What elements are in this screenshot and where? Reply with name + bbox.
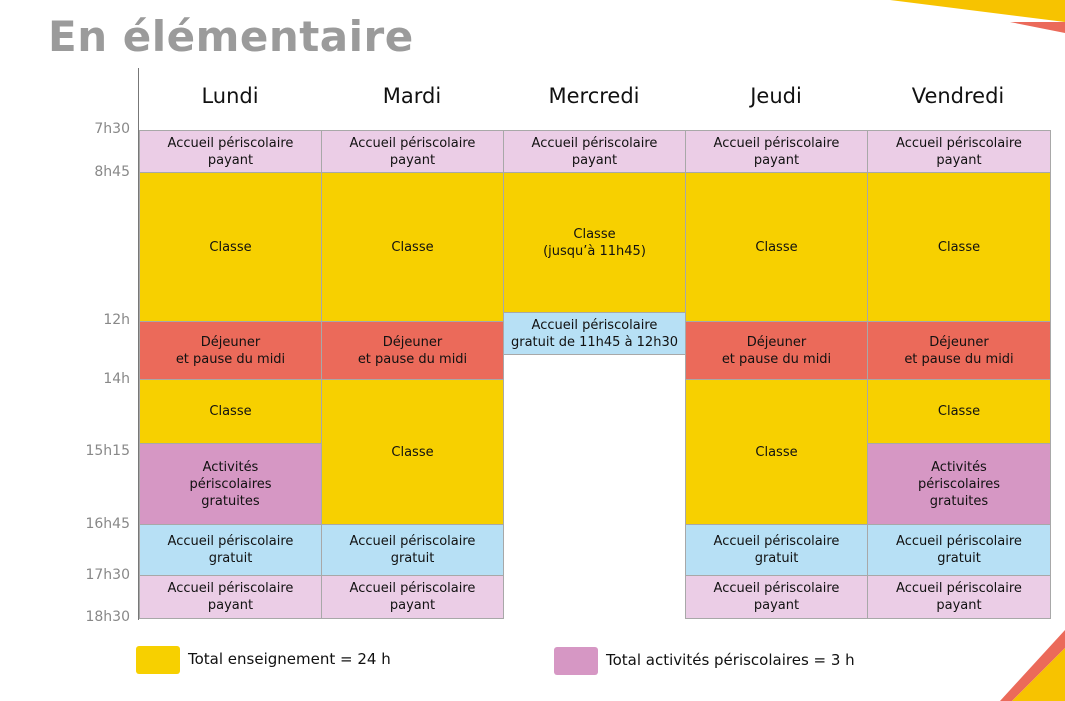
- lundi-classe-apres-midi: Classe: [139, 379, 322, 444]
- jeudi-dejeuner: Déjeuner et pause du midi: [685, 321, 868, 380]
- page-title: En élémentaire: [48, 12, 414, 61]
- jeudi-accueil-payant-matin: Accueil périscolaire payant: [685, 130, 868, 173]
- mercredi-accueil-gratuit: Accueil périscolaire gratuit de 11h45 à 12h30: [503, 312, 686, 355]
- vendredi-accueil-payant-matin: Accueil périscolaire payant: [867, 130, 1051, 173]
- lundi-dejeuner: Déjeuner et pause du midi: [139, 321, 322, 380]
- mercredi-classe: Classe (jusqu’à 11h45): [503, 172, 686, 313]
- jeudi-classe-matin: Classe: [685, 172, 868, 322]
- lundi-accueil-payant-soir: Accueil périscolaire payant: [139, 575, 322, 619]
- vendredi-classe-apres-midi: Classe: [867, 379, 1051, 444]
- jeudi-accueil-gratuit: Accueil périscolaire gratuit: [685, 524, 868, 576]
- lundi-accueil-payant-matin: Accueil périscolaire payant: [139, 130, 322, 173]
- vendredi-accueil-gratuit: Accueil périscolaire gratuit: [867, 524, 1051, 576]
- time-label-12h: 12h: [103, 312, 130, 328]
- jeudi-classe-apres-midi: Classe: [685, 379, 868, 525]
- time-label-18h30: 18h30: [85, 609, 130, 625]
- vendredi-classe-matin: Classe: [867, 172, 1051, 322]
- vendredi-accueil-payant-soir: Accueil périscolaire payant: [867, 575, 1051, 619]
- corner-decoration-bottom-right: [1000, 630, 1065, 701]
- mardi-classe-matin: Classe: [321, 172, 504, 322]
- vendredi-dejeuner: Déjeuner et pause du midi: [867, 321, 1051, 380]
- legend-swatch-enseignement: [136, 646, 180, 674]
- mardi-dejeuner: Déjeuner et pause du midi: [321, 321, 504, 380]
- time-label-7h30: 7h30: [94, 121, 130, 137]
- mardi-accueil-payant-matin: Accueil périscolaire payant: [321, 130, 504, 173]
- mardi-accueil-payant-soir: Accueil périscolaire payant: [321, 575, 504, 619]
- vendredi-activites-periscolaires: Activités périscolaires gratuites: [867, 443, 1051, 525]
- mercredi-accueil-payant-matin: Accueil périscolaire payant: [503, 130, 686, 173]
- mardi-classe-apres-midi: Classe: [321, 379, 504, 525]
- legend-label-activites: Total activités périscolaires = 3 h: [606, 651, 855, 669]
- jeudi-accueil-payant-soir: Accueil périscolaire payant: [685, 575, 868, 619]
- time-label-17h30: 17h30: [85, 567, 130, 583]
- day-header-mardi: Mardi: [382, 84, 442, 108]
- lundi-classe-matin: Classe: [139, 172, 322, 322]
- day-header-lundi: Lundi: [201, 84, 259, 108]
- time-label-16h45: 16h45: [85, 516, 130, 532]
- corner-decoration-top-right: [740, 0, 1065, 40]
- day-header-jeudi: Jeudi: [750, 84, 802, 108]
- time-label-8h45: 8h45: [94, 164, 130, 180]
- time-label-15h15: 15h15: [85, 443, 130, 459]
- day-header-vendredi: Vendredi: [911, 84, 1005, 108]
- lundi-activites-periscolaires: Activités périscolaires gratuites: [139, 443, 322, 525]
- day-header-mercredi: Mercredi: [548, 84, 640, 108]
- legend-swatch-activites: [554, 647, 598, 675]
- mardi-accueil-gratuit: Accueil périscolaire gratuit: [321, 524, 504, 576]
- lundi-accueil-gratuit: Accueil périscolaire gratuit: [139, 524, 322, 576]
- time-label-14h: 14h: [103, 371, 130, 387]
- legend-label-enseignement: Total enseignement = 24 h: [188, 650, 391, 668]
